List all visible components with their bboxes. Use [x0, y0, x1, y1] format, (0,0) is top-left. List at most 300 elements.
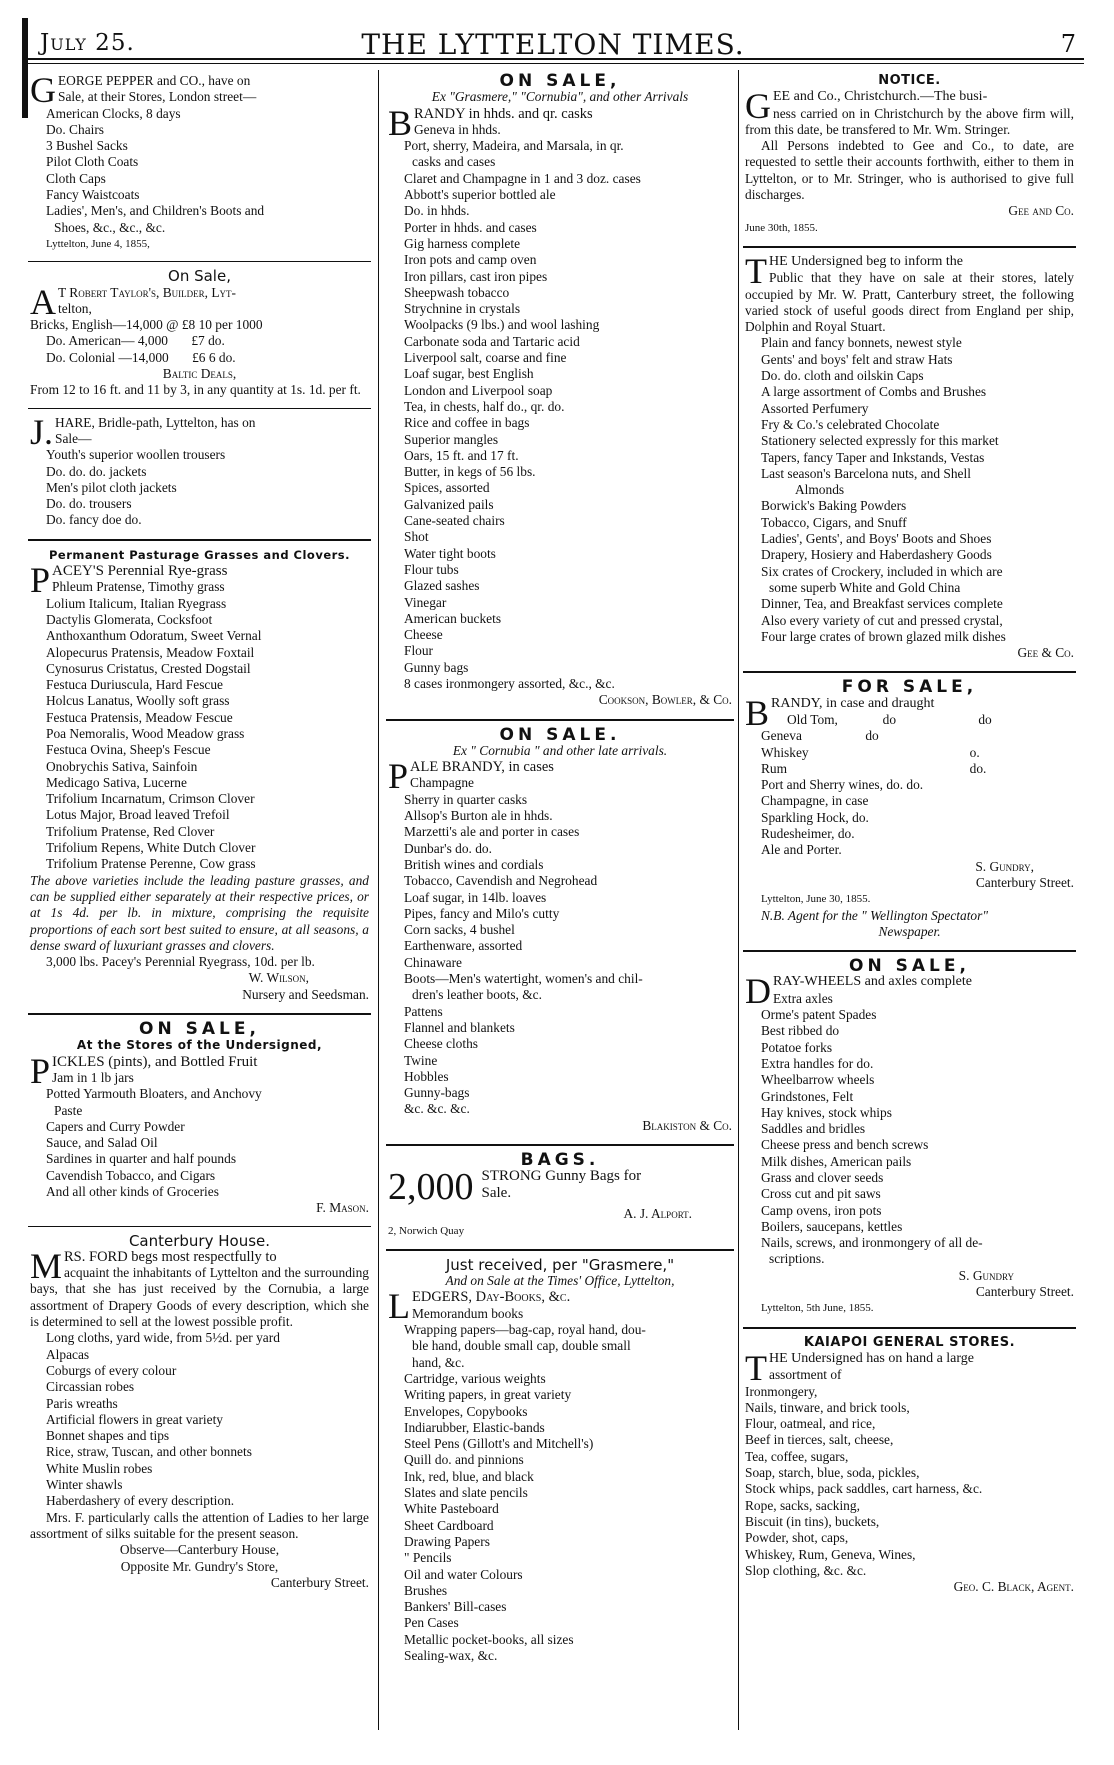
ad-line: Flour	[404, 643, 434, 659]
ad-line: Haberdashery of every description.	[46, 1493, 235, 1509]
ad-line: Hobbles	[404, 1068, 449, 1084]
spirit-name: Whiskey	[761, 744, 809, 760]
ad-separator	[28, 1226, 371, 1227]
ad-line: Brushes	[404, 1582, 448, 1598]
ad-line: London and Liverpool soap	[404, 382, 553, 398]
brick-price-row	[30, 350, 369, 366]
ad-line: Flannel and blankets	[404, 1019, 515, 1035]
ad-first-line: ICKLES (pints), and Bottled Fruit	[52, 1053, 258, 1070]
ad-first-line: ACEY'S Perennial Rye-grass	[52, 563, 228, 580]
ad-line: Youth's superior woollen trousers	[46, 447, 226, 463]
ad-line: Extra axles	[773, 990, 833, 1006]
ad-line: Do. in hhds.	[404, 203, 470, 219]
ad-line: assortment of	[769, 1367, 842, 1383]
ad-address: 2, Norwich Quay	[388, 1224, 465, 1237]
ad-line: Cheese cloths	[404, 1036, 479, 1052]
ad-note: N.B. Agent for the " Wellington Spectator"	[761, 907, 988, 923]
ad-f-mason	[28, 1018, 371, 1222]
ad-line: Camp ovens, iron pots	[761, 1202, 882, 1218]
ad-line: Boots—Men's watertight, women's and chil-	[404, 971, 643, 987]
ad-line: Water tight boots	[404, 545, 496, 561]
ad-line: Tea, coffee, sugars,	[745, 1448, 849, 1464]
ad-cookson-bowler	[386, 70, 734, 714]
ad-line: Memorandum books	[412, 1305, 524, 1321]
ad-line: Pipes, fancy and Milo's cutty	[404, 905, 560, 921]
drop-cap: D	[745, 971, 771, 1012]
ad-line: Stock whips, pack saddles, cart harness, &c.	[745, 1481, 983, 1497]
grass-item: Onobrychis Sativa, Sainfoin	[46, 758, 198, 774]
ad-line: telton,	[58, 300, 92, 316]
ad-subheading: Baltic Deals,	[162, 366, 237, 382]
ad-heading: ON SALE,	[499, 71, 621, 91]
ad-line: Saddles and bridles	[761, 1121, 866, 1137]
ad-date: Lyttelton, June 30, 1855.	[761, 893, 871, 906]
ad-gundry-hardware	[743, 955, 1076, 1322]
ad-line: Boilers, saucepans, kettles	[761, 1218, 903, 1234]
ad-line: Twine	[404, 1052, 438, 1068]
ad-line: Assorted Perfumery	[761, 400, 869, 416]
ad-notice-gee	[743, 70, 1076, 241]
grass-item: Lolium Italicum, Italian Ryegrass	[46, 595, 227, 611]
drop-cap: G	[30, 70, 56, 110]
ad-line: Drapery, Hosiery and Haberdashery Goods	[761, 547, 992, 563]
ad-signature: A. J. Alport.	[623, 1206, 692, 1222]
ad-line: Drawing Papers	[404, 1533, 490, 1549]
spirit-draught	[970, 728, 1074, 744]
ad-george-pepper	[28, 70, 371, 257]
ad-line: " Pencils	[404, 1550, 452, 1566]
ad-signature: Canterbury Street.	[975, 874, 1074, 890]
ad-line: Pilot Cloth Coats	[46, 154, 139, 170]
spirit-name: Rum	[761, 760, 788, 776]
ad-bags	[386, 1149, 734, 1244]
grass-item: Anthoxanthum Odoratum, Sweet Vernal	[46, 628, 262, 644]
ad-note: Mrs. F. particularly calls the attention of Ladies to her large assortment of silks suitable for the present season.	[30, 1509, 369, 1541]
ad-line: ble hand, double small cap, double small	[412, 1338, 631, 1354]
ad-line: Nails, screws, and ironmongery of all de-	[761, 1235, 983, 1251]
ad-first-line: T Robert Taylor's, Builder, Lyt-	[58, 284, 237, 300]
ad-line: hand, &c.	[412, 1354, 465, 1370]
ad-line: Quill do. and pinnions	[404, 1452, 524, 1468]
ad-line: dren's leather boots, &c.	[412, 987, 542, 1003]
ad-note: 3,000 lbs. Pacey's Perennial Ryegrass, 10d. per lb.	[46, 954, 315, 970]
drop-cap: T	[745, 250, 767, 291]
ad-first-line: HE Undersigned beg to inform the	[769, 253, 964, 269]
ad-line: Tobacco, Cavendish and Negrohead	[404, 873, 598, 889]
brick-price: £7 do.	[191, 333, 225, 349]
ad-line: Spices, assorted	[404, 480, 490, 496]
spirit-draught: o.	[969, 744, 980, 760]
ad-line: Cheese press and bench screws	[761, 1137, 929, 1153]
ad-line: Capers and Curry Powder	[46, 1118, 185, 1134]
ad-line: Flour tubs	[404, 561, 459, 577]
ad-line: Pen Cases	[404, 1615, 459, 1631]
ad-heading: Permanent Pasturage Grasses and Clovers.	[48, 547, 351, 562]
ad-body: Public that they have on sale at their stores, lately occupied by Mr. W. Pratt, Canterbury street, the following varied stock of useful goods direct from England per ship, Dolphin and Royal Stuart.	[745, 270, 1074, 335]
ad-line: Ink, red, blue, and black	[404, 1468, 534, 1484]
ad-line: some superb White and Gold China	[769, 579, 961, 595]
ad-separator	[28, 539, 371, 541]
spirits-row	[771, 712, 1074, 728]
ad-signature: Opposite Mr. Gundry's Store,	[120, 1558, 279, 1574]
ad-heading: On Sale,	[168, 267, 231, 286]
ad-separator	[28, 408, 371, 409]
ad-separator	[386, 1144, 734, 1146]
ad-heading: ON SALE.	[499, 724, 621, 745]
ad-line: Slop clothing, &c. &c.	[745, 1562, 867, 1578]
ad-line: Gig harness complete	[404, 235, 521, 251]
column-divider	[738, 70, 739, 1730]
ad-line: Fancy Waistcoats	[46, 187, 140, 203]
ad-first-line: STRONG Gunny Bags for	[481, 1168, 642, 1185]
grass-item: Festuca Pratensis, Meadow Fescue	[46, 709, 233, 725]
ad-separator	[743, 246, 1076, 248]
ad-line: Butter, in kegs of 56 lbs.	[404, 464, 536, 480]
grass-item: Festuca Ovina, Sheep's Fescue	[46, 742, 211, 758]
ad-line: Superior mangles	[404, 431, 499, 447]
ad-line: Sparkling Hock, do.	[761, 809, 869, 825]
ad-separator	[28, 261, 371, 262]
ad-line: Chinaware	[404, 954, 463, 970]
drop-cap: G	[745, 86, 771, 127]
ad-line: British wines and cordials	[404, 856, 544, 872]
grass-item: Dactylis Glomerata, Cocksfoot	[46, 611, 213, 627]
ad-heading: BAGS.	[520, 1150, 600, 1170]
ad-line: Flour, oatmeal, and rice,	[745, 1416, 876, 1432]
ad-line: Whiskey, Rum, Geneva, Wines,	[745, 1546, 916, 1562]
drop-cap: T	[745, 1347, 767, 1388]
ad-line: Port, sherry, Madeira, and Marsala, in qr.	[404, 138, 624, 154]
ad-signature: Cookson, Bowler, & Co.	[598, 692, 732, 708]
drop-cap: A	[30, 281, 56, 322]
ad-line: Steel Pens (Gillott's and Mitchell's)	[404, 1436, 594, 1452]
ad-line: Wheelbarrow wheels	[761, 1072, 875, 1088]
spirits-row	[745, 761, 1074, 777]
ad-kaiapoi-stores	[743, 1332, 1076, 1601]
ad-line: Ladies', Men's, and Children's Boots and	[46, 203, 265, 219]
ad-line: Potted Yarmouth Bloaters, and Anchovy	[46, 1086, 262, 1102]
big-quantity: 2,000	[388, 1166, 474, 1209]
ad-line: Grindstones, Felt	[761, 1088, 854, 1104]
ad-line: Envelopes, Copybooks	[404, 1403, 528, 1419]
ad-line: Wrapping papers—bag-cap, royal hand, dou-	[404, 1322, 646, 1338]
ad-line: Hay knives, stock whips	[761, 1104, 892, 1120]
ad-heading: Canterbury House.	[128, 1231, 271, 1250]
ad-heading: FOR SALE,	[841, 677, 978, 698]
ad-line: Four large crates of brown glazed milk dishes	[761, 628, 1006, 644]
ad-line: A large assortment of Combs and Brushes	[761, 384, 987, 400]
ad-signature: Geo. C. Black, Agent.	[953, 1579, 1074, 1595]
ad-line: Tea, in chests, half do., qr. do.	[404, 398, 565, 414]
ad-line: Do. fancy doe do.	[46, 512, 142, 528]
ad-line: Extra handles for do.	[761, 1055, 874, 1071]
ad-line: Soap, starch, blue, soda, pickles,	[745, 1465, 920, 1481]
ad-line: Dunbar's do. do.	[404, 840, 492, 856]
ad-first-line: EDGERS, Day-Books, &c.	[412, 1289, 571, 1306]
ad-line: Beef in tierces, salt, cheese,	[745, 1432, 894, 1448]
ad-line: Writing papers, in great variety	[404, 1387, 572, 1403]
ad-line: Oars, 15 ft. and 17 ft.	[404, 447, 519, 463]
ad-line: Port and Sherry wines, do. do.	[761, 777, 924, 793]
ad-line: Powder, shot, caps,	[745, 1530, 849, 1546]
ad-canterbury-house	[28, 1230, 371, 1597]
ad-line: Bankers' Bill-cases	[404, 1599, 507, 1615]
ad-line: Claret and Champagne in 1 and 3 doz. cases	[404, 170, 641, 186]
grass-item: Alopecurus Pratensis, Meadow Foxtail	[46, 644, 255, 660]
ad-line: Stationery selected expressly for this market	[761, 433, 999, 449]
ad-line: Ale and Porter.	[761, 842, 842, 858]
ad-separator	[386, 1249, 734, 1251]
spirit-name: Geneva	[761, 728, 802, 744]
ad-line: Woolpacks (9 lbs.) and wool lashing	[404, 317, 600, 333]
grass-item: Phleum Pratense, Timothy grass	[52, 579, 225, 595]
ad-body: acquaint the inhabitants of Lyttelton and the surrounding bays, that she has just received by the Cornubia, a large assortment of Drapery Goods of every description, which she is determined to sell at the lowest possible profit.	[30, 1265, 369, 1330]
drop-cap: P	[388, 756, 409, 797]
ad-line: 3 Bushel Sacks	[46, 138, 128, 154]
ad-line: Jam in 1 lb jars	[52, 1069, 134, 1085]
ad-line: Loaf sugar, in 14lb. loaves	[404, 889, 547, 905]
ad-line: Abbott's superior bottled ale	[404, 187, 556, 203]
ad-line: Gunny-bags	[404, 1085, 470, 1101]
ad-first-line: HE Undersigned has on hand a large	[769, 1350, 975, 1366]
ad-signature: S. Gundry	[958, 1267, 1014, 1283]
ad-subheading: Ex " Cornubia " and other late arrivals.	[452, 742, 668, 758]
ad-line: Sale.	[481, 1184, 512, 1201]
ad-line: Slates and slate pencils	[404, 1485, 528, 1501]
ad-line: Cavendish Tobacco, and Cigars	[46, 1167, 216, 1183]
drop-cap: L	[388, 1286, 410, 1327]
ad-line: Champagne, in case	[761, 793, 869, 809]
ad-body: From 12 to 16 ft. and 11 by 3, in any quantity at 1s. 1d. per ft.	[30, 382, 361, 398]
ad-line: Porter in hhds. and cases	[404, 219, 537, 235]
ad-line: Indiarubber, Elastic-bands	[404, 1419, 545, 1435]
drop-cap: P	[30, 560, 51, 601]
ad-line: White Muslin robes	[46, 1460, 153, 1476]
ad-line: Pattens	[404, 1003, 443, 1019]
ad-j-hare	[28, 412, 371, 534]
ad-line: Vinegar	[404, 594, 447, 610]
ad-line: Cloth Caps	[46, 170, 106, 186]
ad-heading: ON SALE,	[139, 1019, 260, 1040]
ad-line: Rudesheimer, do.	[761, 826, 855, 842]
spirit-draught: do.	[969, 760, 987, 776]
grass-item: Trifolium Pratense, Red Clover	[46, 823, 215, 839]
masthead-rule	[22, 63, 1084, 64]
ad-line: Plain and fancy bonnets, newest style	[761, 335, 962, 351]
ad-date: Lyttelton, June 4, 1855,	[46, 237, 150, 250]
ad-line: Sealing-wax, &c.	[404, 1648, 498, 1664]
ad-signature: Gee and Co.	[1008, 203, 1074, 219]
ad-separator	[743, 671, 1076, 673]
ad-line: Paste	[54, 1102, 83, 1118]
ad-signature: W. Wilson,	[248, 970, 309, 986]
ad-line: Tapers, fancy Taper and Inkstands, Vestas	[761, 449, 985, 465]
ad-line: Galvanized pails	[404, 496, 494, 512]
ad-gee-stores	[743, 251, 1076, 666]
ad-line: Gents' and boys' felt and straw Hats	[761, 351, 953, 367]
spirit-case	[865, 761, 969, 777]
ad-line: Almonds	[795, 482, 845, 498]
ad-line: Bonnet shapes and tips	[46, 1428, 170, 1444]
ad-line: Rice and coffee in bags	[404, 415, 530, 431]
ad-line: Do. do. do. jackets	[46, 463, 147, 479]
ad-signature: Nursery and Seedsman.	[242, 986, 369, 1002]
ad-line: Alpacas	[46, 1346, 90, 1362]
ad-line: Rice, straw, Tuscan, and other bonnets	[46, 1444, 252, 1460]
ad-line: Sheet Cardboard	[404, 1517, 494, 1533]
ad-line: Geneva in hhds.	[414, 121, 501, 137]
ad-subheading: Ex "Grasmere," "Cornubia", and other Arrivals	[431, 89, 689, 105]
ad-first-line: EE and Co., Christchurch.—The busi-	[773, 89, 988, 105]
ad-gundry-brandy	[743, 676, 1076, 945]
ad-line: Shot	[404, 529, 429, 545]
ad-line: Last season's Barcelona nuts, and Shell	[761, 465, 971, 481]
ad-first-line: RANDY, in case and draught	[771, 695, 935, 711]
ad-signature: Observe—Canterbury House,	[119, 1542, 280, 1558]
ad-separator	[28, 1013, 371, 1015]
ad-line: &c. &c. &c.	[404, 1101, 470, 1117]
ad-line: Sherry in quarter casks	[404, 791, 528, 807]
ad-note: Newspaper.	[878, 923, 941, 939]
ad-line: Corn sacks, 4 bushel	[404, 922, 515, 938]
column-1	[28, 70, 371, 1596]
brick-price-row	[30, 333, 369, 349]
ad-line: Rope, sacks, sacking,	[745, 1497, 860, 1513]
ad-signature: Canterbury Street.	[975, 1284, 1074, 1300]
ad-line: Ladies', Gents', and Boys' Boots and Shoes	[761, 531, 992, 547]
ad-line: Orme's patent Spades	[761, 1007, 877, 1023]
ad-line: Glazed sashes	[404, 578, 480, 594]
ad-separator	[386, 719, 734, 721]
brick-price: £6 6 do.	[192, 349, 236, 365]
ad-line: Shoes, &c., &c., &c.	[54, 219, 166, 235]
ad-date: June 30th, 1855.	[745, 221, 818, 234]
ad-first-line: HARE, Bridle-path, Lyttelton, has on	[55, 414, 256, 430]
ad-times-office	[386, 1254, 734, 1669]
ad-line: Do. Chairs	[46, 121, 105, 137]
ad-line: scriptions.	[769, 1251, 825, 1267]
newspaper-title: THE LYTTELTON TIMES.	[361, 28, 745, 61]
ad-line: Gunny bags	[404, 659, 469, 675]
ad-line: Men's pilot cloth jackets	[46, 479, 177, 495]
ad-signature: Canterbury Street.	[270, 1574, 369, 1590]
ad-line: Champagne	[410, 775, 474, 791]
ad-line: Tobacco, Cigars, and Snuff	[761, 514, 907, 530]
grass-item: Trifolium Incarnatum, Crimson Clover	[46, 791, 255, 807]
spirit-case	[865, 745, 969, 761]
grass-item: Trifolium Repens, White Dutch Clover	[46, 840, 256, 856]
ad-signature: Gee & Co.	[1017, 645, 1074, 661]
ad-blakiston	[386, 724, 734, 1139]
ad-line: Sheepwash tobacco	[404, 284, 510, 300]
ad-line: Coburgs of every colour	[46, 1362, 177, 1378]
ad-line: Long cloths, yard wide, from 5½d. per yard	[46, 1330, 280, 1346]
ad-separator	[743, 1327, 1076, 1329]
brick-type: Do. American— 4,000	[46, 333, 168, 349]
grass-item: Medicago Sativa, Lucerne	[46, 774, 187, 790]
ad-line: Biscuit (in tins), buckets,	[745, 1513, 880, 1529]
grass-item: Trifolium Pratense Perenne, Cow grass	[46, 856, 256, 872]
ad-first-line: RANDY in hhds. and qr. casks	[414, 105, 593, 122]
ad-line: Also every variety of cut and pressed crystal,	[761, 612, 1003, 628]
ad-line: Iron pillars, cast iron pipes	[404, 268, 548, 284]
ad-line: Allsop's Burton ale in hhds.	[404, 808, 553, 824]
ad-line: Milk dishes, American pails	[761, 1153, 912, 1169]
page-number: 7	[1060, 30, 1076, 58]
grass-item: Festuca Duriuscula, Hard Fescue	[46, 677, 224, 693]
ad-line: Six crates of Crockery, included in which are	[761, 563, 1003, 579]
grass-item: Holcus Lanatus, Woolly soft grass	[46, 693, 230, 709]
ad-line: casks and cases	[412, 154, 496, 170]
ad-subheading: At the Stores of the Undersigned,	[76, 1038, 323, 1053]
ad-line: American buckets	[404, 610, 502, 626]
ad-line: Marzetti's ale and porter in cases	[404, 824, 580, 840]
ad-first-line: RS. FORD begs most respectfully to	[64, 1248, 277, 1265]
ad-line: Ironmongery,	[745, 1383, 818, 1399]
masthead	[22, 26, 1084, 60]
ad-line: Metallic pocket-books, all sizes	[404, 1631, 574, 1647]
brick-price-row	[30, 317, 369, 333]
drop-cap: B	[745, 692, 770, 733]
ad-line: Grass and clover seeds	[761, 1170, 884, 1185]
grass-item: Cynosurus Cristatus, Crested Dogstail	[46, 660, 251, 676]
spirits-row	[745, 728, 1074, 744]
drop-cap: M	[30, 1245, 63, 1286]
ad-signature: F. Mason.	[316, 1200, 369, 1216]
spirit-case: do	[882, 711, 897, 727]
ad-line: Sale—	[55, 430, 92, 446]
ad-line: Carbonate soda and Tartaric acid	[404, 333, 580, 349]
ad-subheading: And on Sale at the Times' Office, Lyttelton,	[445, 1273, 675, 1289]
ad-body: All Persons indebted to Gee and Co., to date, are requested to settle their accounts forthwith, either to them in Lyttelton, or to Mr. Stringer, who is authorised to give full discharges.	[745, 138, 1074, 203]
ad-heading: KAIAPOI GENERAL STORES.	[803, 1334, 1016, 1350]
ad-robert-taylor	[28, 265, 371, 403]
ad-line: Artificial flowers in great variety	[46, 1411, 223, 1427]
ad-heading: Just received, per "Grasmere,"	[445, 1255, 675, 1274]
ad-line: Cartridge, various weights	[404, 1370, 546, 1386]
ad-first-line: EORGE PEPPER and CO., have on	[58, 73, 251, 88]
ad-line: Iron pots and camp oven	[404, 252, 537, 268]
ad-line: And all other kinds of Groceries	[46, 1184, 219, 1199]
ad-line: Sardines in quarter and half pounds	[46, 1151, 237, 1167]
brick-price: @ £8 10 per 1000	[166, 317, 263, 333]
ad-line: 8 cases ironmongery assorted, &c., &c.	[404, 675, 615, 691]
ad-line: Do. do. trousers	[46, 496, 132, 512]
ad-line: Cane-seated chairs	[404, 513, 505, 529]
ad-first-line: RAY-WHEELS and axles complete	[773, 974, 972, 990]
spirit-name: Old Tom,	[787, 711, 838, 727]
ad-date: Lyttelton, 5th June, 1855.	[761, 1302, 874, 1315]
ad-separator	[743, 950, 1076, 952]
ad-line: Liverpool salt, coarse and fine	[404, 350, 567, 366]
ad-line: Dinner, Tea, and Breakfast services complete	[761, 596, 1003, 612]
drop-cap: J.	[30, 411, 54, 452]
ad-line: Potatoe forks	[761, 1039, 833, 1055]
ad-line: Cross cut and pit saws	[761, 1186, 881, 1202]
ad-heading: NOTICE.	[878, 73, 941, 88]
spirit-draught: do	[978, 711, 992, 727]
ad-body: ness carried on in Christchurch by the above firm will, from this date, be transfered to Mr. Wm. Stringer.	[745, 105, 1074, 137]
spirits-row	[745, 745, 1074, 761]
ad-line: Borwick's Baking Powders	[761, 498, 907, 514]
ad-line: Cheese	[404, 627, 443, 643]
column-2	[386, 70, 734, 1669]
brick-type: Do. Colonial —14,000	[46, 349, 169, 365]
ad-line: Oil and water Colours	[404, 1566, 523, 1582]
column-divider	[378, 70, 379, 1730]
ad-line: Strychnine in crystals	[404, 301, 521, 317]
ad-line: White Pasteboard	[404, 1501, 499, 1517]
